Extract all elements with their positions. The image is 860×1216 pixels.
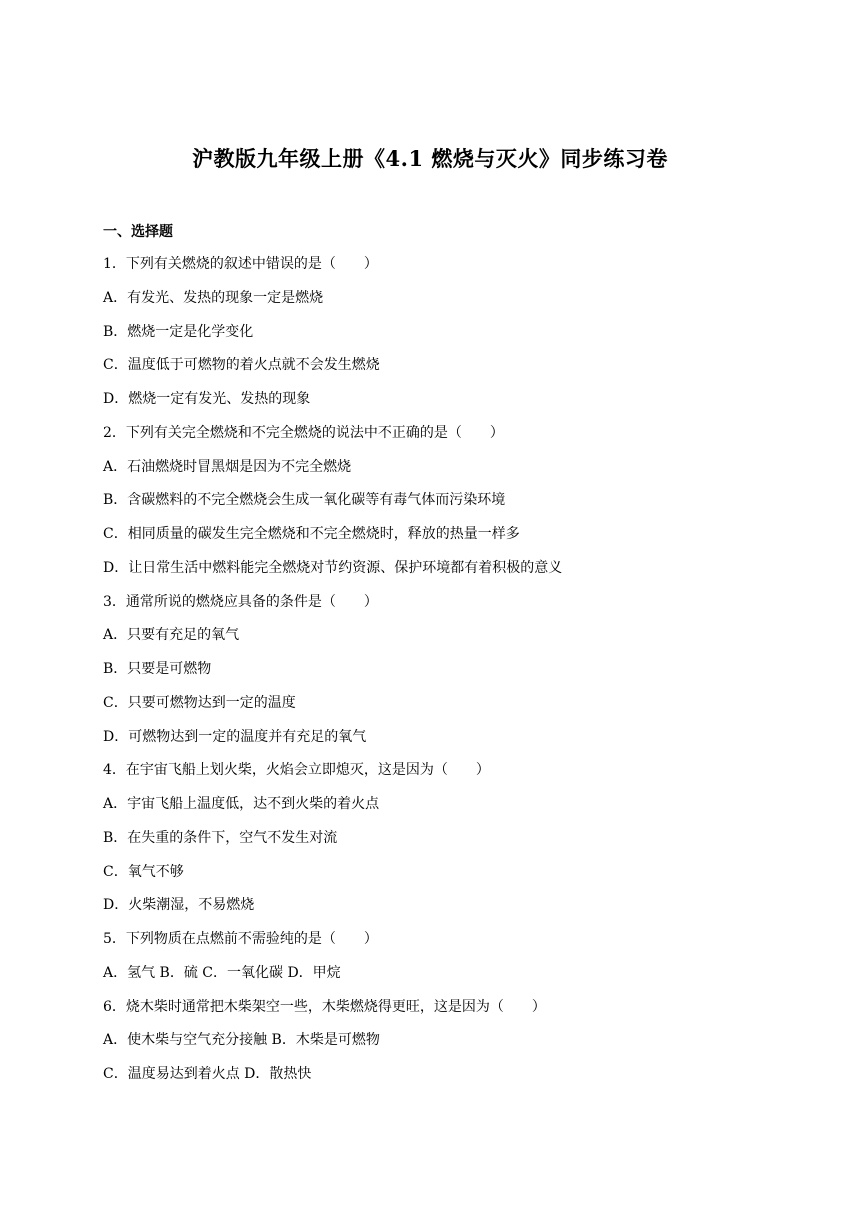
- answer-option: C．相同质量的碳发生完全燃烧和不完全燃烧时，释放的热量一样多: [103, 526, 520, 542]
- question-stem: 6．烧木柴时通常把木柴架空一些，木柴燃烧得更旺，这是因为（ ）: [103, 998, 546, 1015]
- answer-option: D．让日常生活中燃料能完全燃烧对节约资源、保护环境都有着积极的意义: [103, 559, 563, 576]
- answer-option: D．可燃物达到一定的温度并有充足的氧气: [103, 728, 367, 745]
- question-list: [103, 254, 763, 1098]
- answer-option: A．石油燃烧时冒黑烟是因为不完全燃烧: [103, 458, 352, 475]
- answer-option: B．燃烧一定是化学变化: [103, 323, 254, 340]
- question-stem: 3．通常所说的燃烧应具备的条件是（ ）: [103, 593, 378, 610]
- section-heading: 一、选择题: [103, 224, 173, 240]
- question-stem: 5．下列物质在点燃前不需验纯的是（ ）: [103, 931, 378, 947]
- question-stem: 4．在宇宙飞船上划火柴，火焰会立即熄灭，这是因为（ ）: [103, 762, 490, 779]
- answer-option: B．只要是可燃物: [103, 661, 212, 677]
- answer-option: A．氢气 B．硫 C．一氧化碳 D．甲烷: [103, 964, 341, 981]
- answer-option: D．燃烧一定有发光、发热的现象: [103, 391, 311, 407]
- answer-option: B．含碳燃料的不完全燃烧会生成一氧化碳等有毒气体而污染环境: [103, 492, 506, 509]
- answer-option: C．温度易达到着火点 D．散热快: [103, 1066, 312, 1082]
- answer-option: A．使木柴与空气充分接触 B．木柴是可燃物: [103, 1032, 380, 1049]
- answer-option: C．只要可燃物达到一定的温度: [103, 694, 296, 711]
- answer-option: C．温度低于可燃物的着火点就不会发生燃烧: [103, 357, 380, 374]
- answer-option: D．火柴潮湿，不易燃烧: [103, 897, 255, 914]
- question-stem: 1．下列有关燃烧的叙述中错误的是（ ）: [103, 256, 378, 272]
- answer-option: C．氧气不够: [103, 863, 184, 880]
- question-stem: 2．下列有关完全燃烧和不完全燃烧的说法中不正确的是（ ）: [103, 424, 504, 441]
- answer-option: A．只要有充足的氧气: [103, 627, 240, 644]
- answer-option: B．在失重的条件下，空气不发生对流: [103, 829, 338, 846]
- answer-option: A．宇宙飞船上温度低，达不到火柴的着火点: [103, 796, 380, 812]
- answer-option: A．有发光、发热的现象一定是燃烧: [103, 289, 324, 306]
- document-title: 沪教版九年级上册《4.1 燃烧与灭火》同步练习卷: [192, 146, 668, 171]
